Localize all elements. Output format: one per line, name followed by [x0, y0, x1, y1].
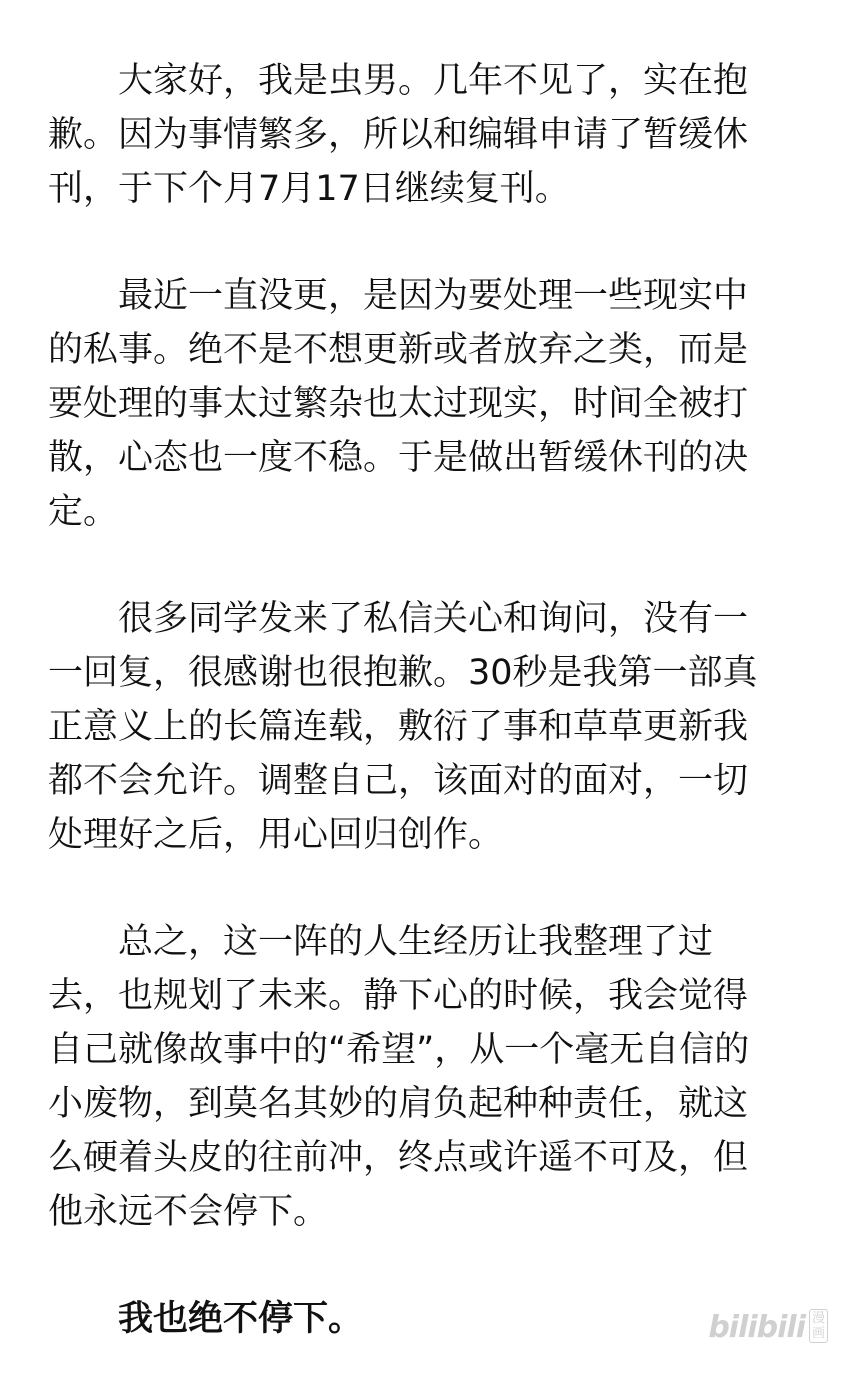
- closing-statement: 我也绝不停下。: [118, 1299, 364, 1339]
- manga-tag: [809, 1309, 828, 1343]
- bilibili-logo: bilibili: [708, 1310, 805, 1345]
- paragraph-reason: 最近一直没更，是因为要处理一些现实中的私事。绝不是不想更新或者放弃之类，而是要处理的事太过繁杂也太过现实，时间全被打散，心态也一度不稳。于是做出暂缓休刊的决定。: [48, 276, 749, 532]
- manga-tag-char-1: 漫: [811, 1311, 825, 1326]
- notice-body: [48, 54, 778, 1399]
- paragraph-thanks: 很多同学发来了私信关心和询问，没有一一回复，很感谢也很抱歉。30秒是我第一部真正意义上的长篇连载，敷衍了事和草草更新我都不会允许。调整自己，该面对的面对，一切处理好之后，用心回归创作。: [48, 599, 758, 855]
- paragraph-reflection: 总之，这一阵的人生经历让我整理了过去，也规划了未来。静下心的时候，我会觉得自己就像故事中的“希望”，从一个毫无自信的小废物，到莫名其妙的肩负起种种责任，就这么硬着头皮的往前冲，终点或许遥不可及，但他永远不会停下。: [48, 922, 750, 1232]
- manga-tag-char-2: 画: [811, 1326, 825, 1341]
- bilibili-manga-watermark: [708, 1309, 828, 1343]
- paragraph-announcement: 大家好，我是虫男。几年不见了，实在抱歉。因为事情繁多，所以和编辑申请了暂缓休刊，于下个月7月17日继续复刊。: [48, 61, 749, 209]
